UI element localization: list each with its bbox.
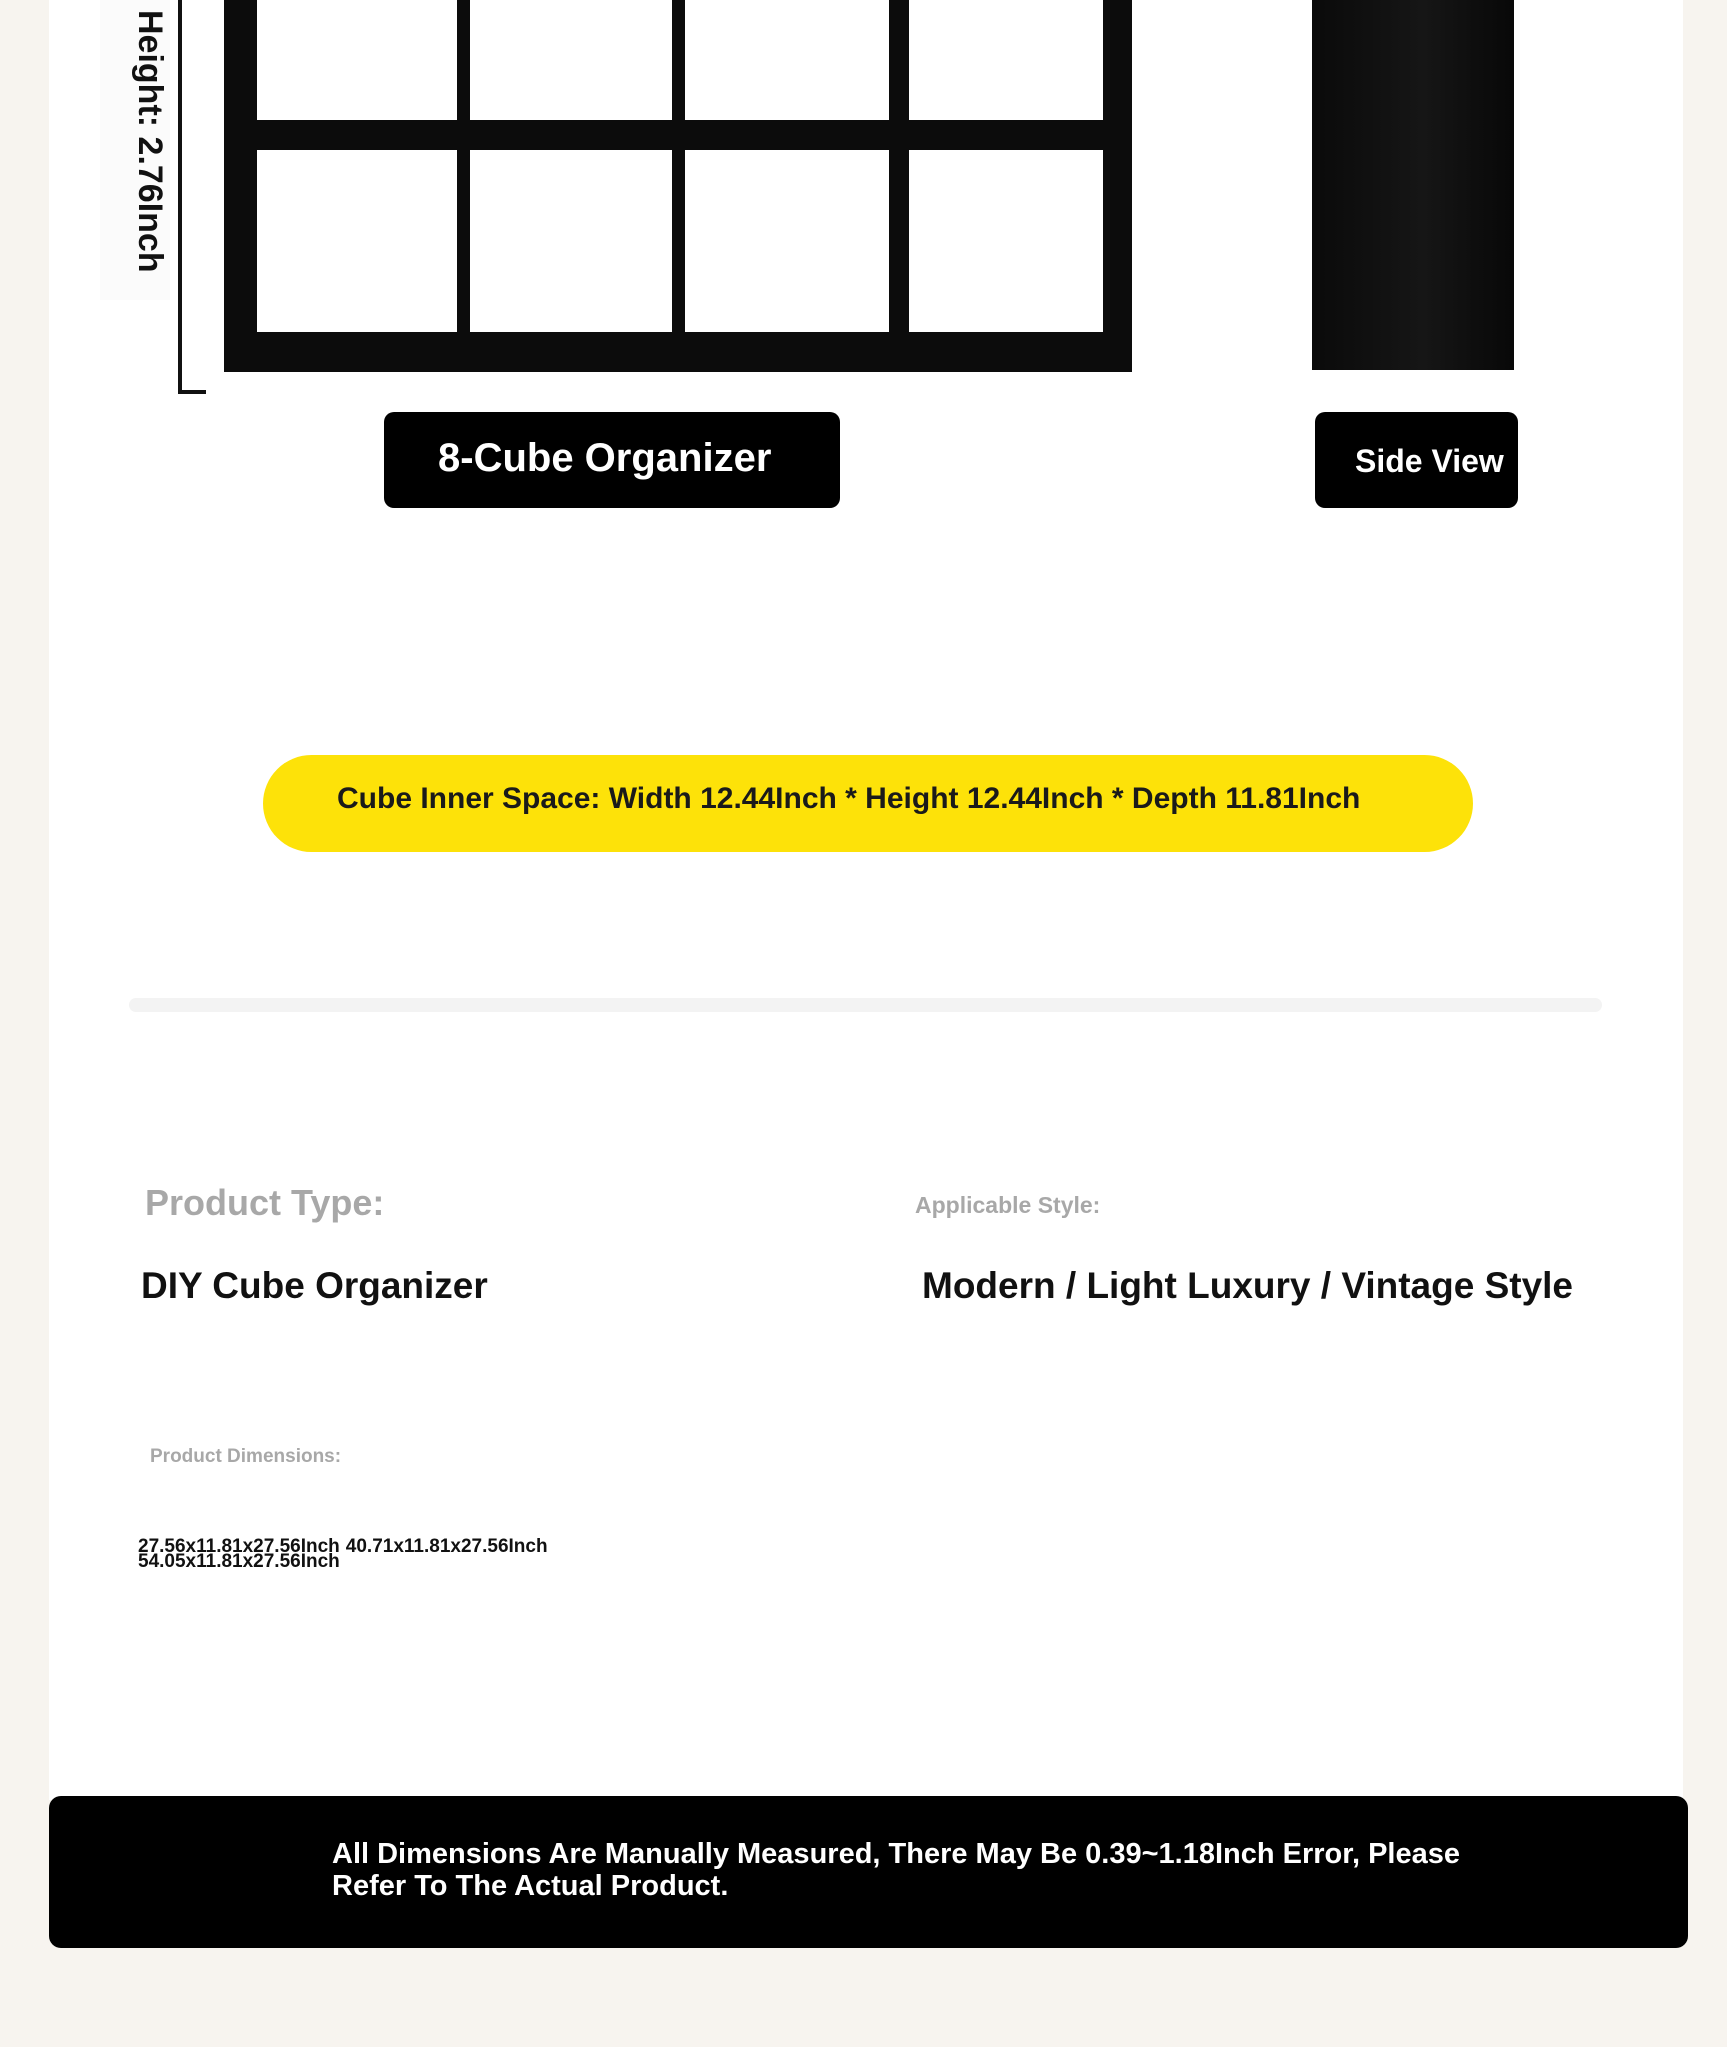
cube-slot [909, 150, 1103, 332]
height-bracket-line [178, 0, 206, 394]
applicable-style-label: Applicable Style: [915, 1192, 1101, 1218]
applicable-style-value: Modern / Light Luxury / Vintage Style [922, 1265, 1574, 1306]
cube-organizer-front-view [224, 0, 1132, 372]
disclaimer-text: All Dimensions Are Manually Measured, There May Be 0.39~1.18Inch Error, Please Refer To The Actual Product. [332, 1838, 1460, 1902]
inner-space-banner: Cube Inner Space: Width 12.44Inch * Height 12.44Inch * Depth 11.81Inch [263, 755, 1473, 852]
dimension-item: 54.05x11.81x27.56Inch [138, 1551, 340, 1572]
cube-slot [470, 150, 672, 332]
product-type-label: Product Type: [145, 1182, 385, 1223]
dimension-item: 27.56x11.81x27.56Inch [138, 1536, 340, 1557]
height-dimension-label: Height: 2.76Inch [131, 10, 169, 273]
side-view-tag: Side View [1315, 412, 1518, 508]
section-divider [129, 998, 1602, 1012]
dimension-item: 40.71x11.81x27.56Inch [345, 1536, 548, 1557]
cube-slot [470, 0, 672, 120]
cube-slot [685, 150, 889, 332]
organizer-side-view [1312, 0, 1514, 370]
product-dimensions-label: Product Dimensions: [150, 1446, 342, 1467]
cube-slot [257, 150, 457, 332]
cube-slot [685, 0, 889, 120]
main-view-tag: 8-Cube Organizer [384, 412, 840, 508]
product-dimensions-list [138, 1536, 554, 1572]
product-type-value: DIY Cube Organizer [141, 1265, 488, 1306]
measurement-disclaimer-banner [49, 1796, 1688, 1948]
cube-slot [909, 0, 1103, 120]
cube-slot [257, 0, 457, 120]
